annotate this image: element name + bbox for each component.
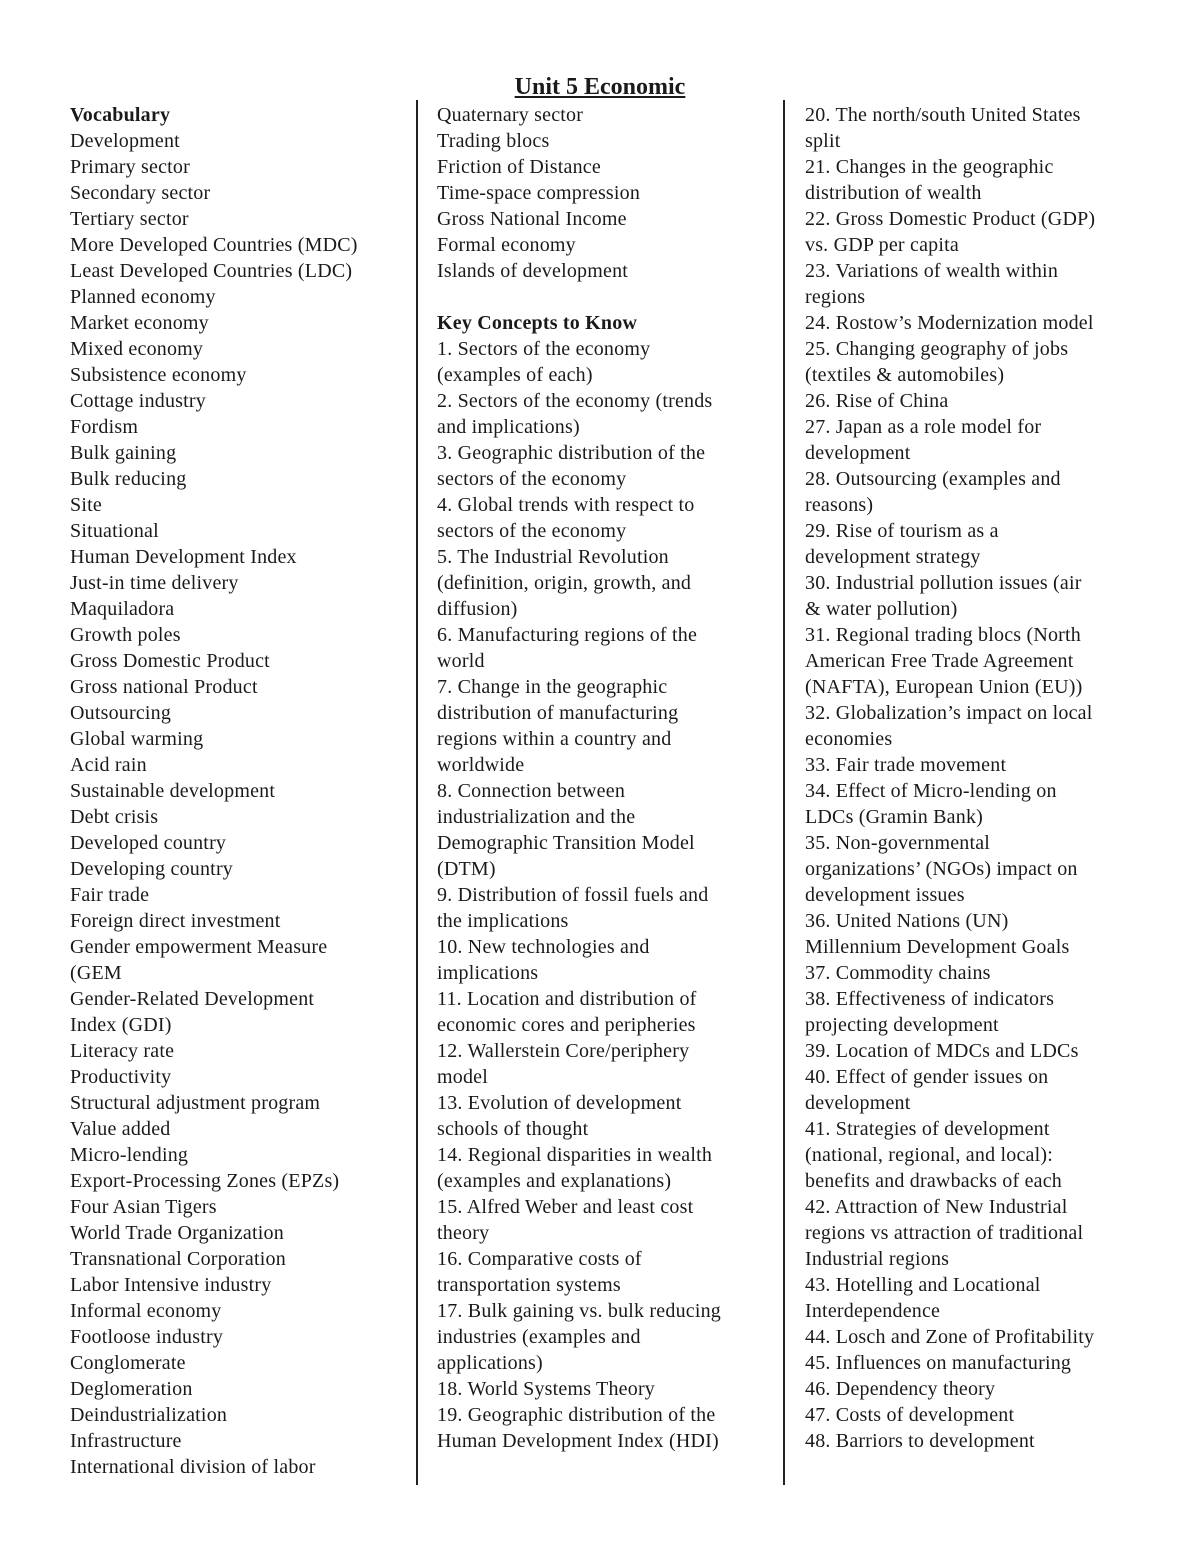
key-concept-line: (DTM): [437, 858, 496, 880]
key-concept-line: 21. Changes in the geographic: [805, 156, 1054, 178]
column-divider-left: [416, 100, 418, 1485]
vocabulary-term: World Trade Organization: [70, 1222, 284, 1244]
key-concept-line: the implications: [437, 910, 569, 932]
vocabulary-term: Trading blocs: [437, 130, 550, 152]
key-concept-line: 26. Rise of China: [805, 390, 949, 412]
key-concept-line: development issues: [805, 884, 965, 906]
key-concept-line: 3. Geographic distribution of the: [437, 442, 706, 464]
vocabulary-term: Export-Processing Zones (EPZs): [70, 1170, 340, 1192]
key-concept-line: 40. Effect of gender issues on: [805, 1066, 1049, 1088]
key-concept-line: 20. The north/south United States: [805, 104, 1081, 126]
key-concept-line: 4. Global trends with respect to: [437, 494, 695, 516]
vocabulary-term: Site: [70, 494, 102, 516]
key-concept-line: 1. Sectors of the economy: [437, 338, 651, 360]
key-concept-line: diffusion): [437, 598, 518, 620]
key-concept-line: 19. Geographic distribution of the: [437, 1404, 716, 1426]
vocabulary-term: Fordism: [70, 416, 139, 438]
vocabulary-term: Human Development Index: [70, 546, 297, 568]
key-concept-line: & water pollution): [805, 598, 958, 620]
key-concept-line: Industrial regions: [805, 1248, 950, 1270]
vocabulary-term: Situational: [70, 520, 159, 542]
vocabulary-term: Formal economy: [437, 234, 576, 256]
vocabulary-term: Maquiladora: [70, 598, 175, 620]
section-spacer: [437, 284, 777, 310]
vocabulary-term: Fair trade: [70, 884, 150, 906]
key-concept-line: vs. GDP per capita: [805, 234, 959, 256]
key-concept-line: 24. Rostow’s Modernization model: [805, 312, 1094, 334]
key-concept-line: (textiles & automobiles): [805, 364, 1005, 386]
page-title: Unit 5 Economic: [514, 74, 686, 100]
key-concept-line: 32. Globalization’s impact on local: [805, 702, 1093, 724]
key-concept-line: economies: [805, 728, 893, 750]
key-concept-line: 9. Distribution of fossil fuels and: [437, 884, 709, 906]
vocabulary-term: Informal economy: [70, 1300, 222, 1322]
vocabulary-column: [70, 102, 410, 1480]
vocabulary-term: Structural adjustment program: [70, 1092, 321, 1114]
key-concept-line: organizations’ (NGOs) impact on: [805, 858, 1078, 880]
vocabulary-term: Cottage industry: [70, 390, 206, 412]
key-concept-line: 28. Outsourcing (examples and: [805, 468, 1061, 490]
vocabulary-term: Global warming: [70, 728, 204, 750]
vocabulary-term: Friction of Distance: [437, 156, 601, 178]
key-concept-line: 47. Costs of development: [805, 1404, 1015, 1426]
key-concept-line: Interdependence: [805, 1300, 941, 1322]
key-concept-line: 18. World Systems Theory: [437, 1378, 656, 1400]
vocabulary-term: Bulk gaining: [70, 442, 177, 464]
vocabulary-term: Infrastructure: [70, 1430, 182, 1452]
key-concept-line: 36. United Nations (UN): [805, 910, 1009, 932]
vocabulary-term: Deindustrialization: [70, 1404, 228, 1426]
vocabulary-term: Deglomeration: [70, 1378, 193, 1400]
key-concept-line: 10. New technologies and: [437, 936, 650, 958]
vocabulary-term: Literacy rate: [70, 1040, 175, 1062]
key-concept-line: world: [437, 650, 485, 672]
vocabulary-term: Secondary sector: [70, 182, 211, 204]
vocabulary-term: Value added: [70, 1118, 171, 1140]
key-concept-line: 29. Rise of tourism as a: [805, 520, 999, 542]
vocabulary-term: Index (GDI): [70, 1014, 172, 1036]
key-concept-line: benefits and drawbacks of each: [805, 1170, 1062, 1192]
vocabulary-term: Micro-lending: [70, 1144, 189, 1166]
vocabulary-term: Growth poles: [70, 624, 181, 646]
key-concept-line: 16. Comparative costs of: [437, 1248, 642, 1270]
key-concepts-list-part-2: [805, 102, 1145, 1454]
key-concept-line: reasons): [805, 494, 874, 516]
vocabulary-term: Quaternary sector: [437, 104, 584, 126]
vocabulary-term: Tertiary sector: [70, 208, 189, 230]
key-concept-line: implications: [437, 962, 539, 984]
vocabulary-term: Conglomerate: [70, 1352, 186, 1374]
vocabulary-list: [70, 128, 410, 1480]
vocabulary-term: Productivity: [70, 1066, 172, 1088]
key-concept-line: (examples and explanations): [437, 1170, 672, 1192]
column-divider-right: [783, 100, 785, 1485]
key-concept-line: Human Development Index (HDI): [437, 1430, 719, 1452]
vocabulary-term: Mixed economy: [70, 338, 204, 360]
key-concept-line: development: [805, 442, 911, 464]
key-concept-line: sectors of the economy: [437, 468, 627, 490]
key-concept-line: 41. Strategies of development: [805, 1118, 1050, 1140]
vocabulary-term: Foreign direct investment: [70, 910, 281, 932]
key-concept-line: American Free Trade Agreement: [805, 650, 1074, 672]
key-concept-line: 6. Manufacturing regions of the: [437, 624, 698, 646]
key-concept-line: 37. Commodity chains: [805, 962, 991, 984]
vocabulary-term: Developing country: [70, 858, 234, 880]
key-concept-line: 45. Influences on manufacturing: [805, 1352, 1072, 1374]
vocabulary-term: Gross Domestic Product: [70, 650, 270, 672]
key-concept-line: theory: [437, 1222, 490, 1244]
key-concept-line: 25. Changing geography of jobs: [805, 338, 1069, 360]
key-concept-line: 2. Sectors of the economy (trends: [437, 390, 713, 412]
vocabulary-term: Least Developed Countries (LDC): [70, 260, 353, 282]
key-concept-line: 15. Alfred Weber and least cost: [437, 1196, 694, 1218]
key-concept-line: 8. Connection between: [437, 780, 626, 802]
key-concept-line: 5. The Industrial Revolution: [437, 546, 669, 568]
key-concept-line: regions vs attraction of traditional: [805, 1222, 1084, 1244]
key-concept-line: 13. Evolution of development: [437, 1092, 682, 1114]
key-concept-line: industrialization and the: [437, 806, 636, 828]
key-concept-line: 48. Barriors to development: [805, 1430, 1035, 1452]
key-concept-line: development: [805, 1092, 911, 1114]
key-concept-line: (examples of each): [437, 364, 593, 386]
key-concept-line: 38. Effectiveness of indicators: [805, 988, 1055, 1010]
key-concept-line: schools of thought: [437, 1118, 589, 1140]
key-concept-line: sectors of the economy: [437, 520, 627, 542]
key-concept-line: 23. Variations of wealth within: [805, 260, 1059, 282]
vocabulary-term: Gender-Related Development: [70, 988, 315, 1010]
vocabulary-term: Debt crisis: [70, 806, 159, 828]
key-concept-line: projecting development: [805, 1014, 999, 1036]
key-concept-line: (NAFTA), European Union (EU)): [805, 676, 1083, 698]
vocabulary-term: Planned economy: [70, 286, 216, 308]
vocabulary-term: International division of labor: [70, 1456, 316, 1478]
vocabulary-heading: Vocabulary: [70, 104, 171, 126]
key-concept-line: (definition, origin, growth, and: [437, 572, 692, 594]
key-concept-line: 46. Dependency theory: [805, 1378, 996, 1400]
key-concept-line: distribution of manufacturing: [437, 702, 679, 724]
vocabulary-term: Gender empowerment Measure: [70, 936, 328, 958]
key-concept-line: transportation systems: [437, 1274, 621, 1296]
key-concept-line: regions: [805, 286, 866, 308]
key-concept-line: development strategy: [805, 546, 981, 568]
vocabulary-list-continued: [437, 102, 777, 284]
key-concepts-heading: Key Concepts to Know: [437, 312, 638, 334]
vocabulary-term: Acid rain: [70, 754, 147, 776]
key-concept-line: and implications): [437, 416, 580, 438]
vocabulary-term: Development: [70, 130, 180, 152]
key-concept-line: 31. Regional trading blocs (North: [805, 624, 1081, 646]
key-concepts-list-part-1: [437, 336, 777, 1454]
key-concept-line: 34. Effect of Micro-lending on: [805, 780, 1057, 802]
key-concept-line: 22. Gross Domestic Product (GDP): [805, 208, 1096, 230]
key-concept-line: worldwide: [437, 754, 525, 776]
vocabulary-term: Sustainable development: [70, 780, 276, 802]
key-concept-line: 35. Non-governmental: [805, 832, 991, 854]
vocabulary-term: (GEM: [70, 962, 122, 984]
vocabulary-term: More Developed Countries (MDC): [70, 234, 358, 256]
key-concept-line: 27. Japan as a role model for: [805, 416, 1042, 438]
key-concept-line: 17. Bulk gaining vs. bulk reducing: [437, 1300, 721, 1322]
right-column: [805, 102, 1145, 1454]
vocabulary-term: Outsourcing: [70, 702, 172, 724]
vocabulary-term: Bulk reducing: [70, 468, 187, 490]
key-concept-line: 44. Losch and Zone of Profitability: [805, 1326, 1095, 1348]
key-concept-line: industries (examples and: [437, 1326, 641, 1348]
key-concept-line: 14. Regional disparities in wealth: [437, 1144, 713, 1166]
key-concept-line: 30. Industrial pollution issues (air: [805, 572, 1082, 594]
vocabulary-term: Developed country: [70, 832, 227, 854]
vocabulary-term: Four Asian Tigers: [70, 1196, 217, 1218]
vocabulary-term: Transnational Corporation: [70, 1248, 286, 1270]
vocabulary-term: Market economy: [70, 312, 209, 334]
key-concept-line: applications): [437, 1352, 543, 1374]
vocabulary-term: Subsistence economy: [70, 364, 247, 386]
key-concept-line: LDCs (Gramin Bank): [805, 806, 984, 828]
vocabulary-term: Just-in time delivery: [70, 572, 239, 594]
key-concept-line: regions within a country and: [437, 728, 672, 750]
key-concept-line: 42. Attraction of New Industrial: [805, 1196, 1068, 1218]
vocabulary-term: Labor Intensive industry: [70, 1274, 272, 1296]
key-concept-line: model: [437, 1066, 488, 1088]
key-concept-line: split: [805, 130, 841, 152]
vocabulary-term: Primary sector: [70, 156, 190, 178]
key-concept-line: 7. Change in the geographic: [437, 676, 668, 698]
middle-column: [437, 102, 777, 1454]
vocabulary-term: Gross national Product: [70, 676, 258, 698]
vocabulary-term: Footloose industry: [70, 1326, 224, 1348]
key-concept-line: 33. Fair trade movement: [805, 754, 1007, 776]
key-concept-line: Millennium Development Goals: [805, 936, 1070, 958]
key-concept-line: 39. Location of MDCs and LDCs: [805, 1040, 1079, 1062]
key-concept-line: 43. Hotelling and Locational: [805, 1274, 1041, 1296]
key-concept-line: 11. Location and distribution of: [437, 988, 697, 1010]
vocabulary-term: Time-space compression: [437, 182, 641, 204]
key-concept-line: Demographic Transition Model: [437, 832, 695, 854]
vocabulary-term: Gross National Income: [437, 208, 627, 230]
key-concept-line: economic cores and peripheries: [437, 1014, 696, 1036]
key-concept-line: distribution of wealth: [805, 182, 982, 204]
key-concept-line: (national, regional, and local):: [805, 1144, 1053, 1166]
vocabulary-term: Islands of development: [437, 260, 629, 282]
key-concept-line: 12. Wallerstein Core/periphery: [437, 1040, 690, 1062]
